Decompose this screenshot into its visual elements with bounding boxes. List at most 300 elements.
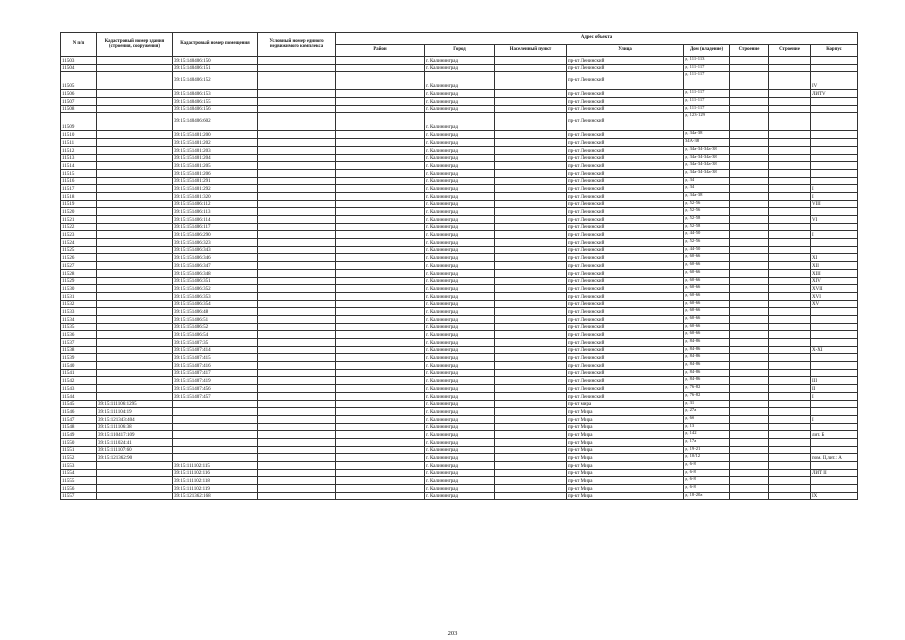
cell-structure <box>730 231 769 239</box>
cell-cad-building <box>97 131 173 139</box>
cell-korpus <box>811 485 858 493</box>
cell-street: пр-кт Мира <box>567 408 684 416</box>
cell-structure <box>730 308 769 316</box>
cell-num: 11512 <box>61 146 97 154</box>
cell-building <box>769 246 811 254</box>
cell-city: г. Калининград <box>425 177 495 185</box>
cell-structure <box>730 323 769 331</box>
table-row <box>61 292 858 300</box>
cell-cad-building <box>97 98 173 106</box>
cell-num: 11506 <box>61 90 97 98</box>
cell-district <box>336 469 425 477</box>
cell-street: пр-кт Ленинский <box>567 146 684 154</box>
cell-cad-building <box>97 113 173 131</box>
cell-cad-premises: 39:15:151406:352 <box>173 285 258 293</box>
cell-city: г. Калининград <box>425 485 495 493</box>
cell-district <box>336 492 425 500</box>
cell-building <box>769 331 811 339</box>
cell-cad-building <box>97 362 173 370</box>
cell-num: 11548 <box>61 423 97 431</box>
cell-settlement <box>495 331 567 339</box>
cell-cad-premises <box>173 454 258 462</box>
cell-korpus <box>811 423 858 431</box>
cell-building <box>769 262 811 270</box>
cell-settlement <box>495 369 567 377</box>
cell-street: пр-кт Ленинский <box>567 392 684 400</box>
cell-cad-building <box>97 154 173 162</box>
cell-building <box>769 485 811 493</box>
cell-building <box>769 72 811 90</box>
table-row <box>61 477 858 485</box>
cell-settlement <box>495 400 567 408</box>
table-row <box>61 223 858 231</box>
cell-structure <box>730 113 769 131</box>
cell-cad-premises: 39:15:140406:151 <box>173 64 258 72</box>
cell-city: г. Калининград <box>425 315 495 323</box>
cell-district <box>336 72 425 90</box>
cell-city: г. Калининград <box>425 231 495 239</box>
cell-building <box>769 492 811 500</box>
cell-num: 11545 <box>61 400 97 408</box>
cell-district <box>336 400 425 408</box>
cell-city: г. Калининград <box>425 254 495 262</box>
cell-conditional-number <box>258 415 336 423</box>
cell-num: 11531 <box>61 292 97 300</box>
cell-district <box>336 185 425 193</box>
table-row <box>61 369 858 377</box>
cell-street: пр-кт Мира <box>567 454 684 462</box>
cell-street: пр-кт Ленинский <box>567 185 684 193</box>
cell-conditional-number <box>258 331 336 339</box>
cell-street: пр-кт Ленинский <box>567 98 684 106</box>
cell-building <box>769 423 811 431</box>
cell-cad-premises: 39:15:111102:118 <box>173 477 258 485</box>
cell-street: пр-кт Ленинский <box>567 339 684 347</box>
cell-district <box>336 385 425 393</box>
cell-city: г. Калининград <box>425 469 495 477</box>
cell-num: 11511 <box>61 139 97 147</box>
cell-cad-building <box>97 331 173 339</box>
cell-korpus: ЛИТ II <box>811 469 858 477</box>
cell-num: 11516 <box>61 177 97 185</box>
cell-city: г. Калининград <box>425 72 495 90</box>
cell-street: пр-кт Ленинский <box>567 346 684 354</box>
cell-korpus <box>811 331 858 339</box>
cell-house: д. 10/12 <box>684 454 730 462</box>
cell-korpus <box>811 177 858 185</box>
cell-settlement <box>495 90 567 98</box>
cell-cad-building: 39:15:121343:404 <box>97 415 173 423</box>
cell-district <box>336 216 425 224</box>
cell-settlement <box>495 177 567 185</box>
cell-korpus: III <box>811 377 858 385</box>
cell-korpus <box>811 339 858 347</box>
header-cad-building: Кадастровый номер здания (строения, сооружения) <box>97 33 173 57</box>
cell-num: 11543 <box>61 385 97 393</box>
cell-city: г. Калининград <box>425 223 495 231</box>
header-district: Район <box>336 45 425 57</box>
cell-building <box>769 113 811 131</box>
cell-settlement <box>495 392 567 400</box>
cell-cad-premises: 39:15:151407:419 <box>173 377 258 385</box>
cell-building <box>769 208 811 216</box>
cell-structure <box>730 177 769 185</box>
cell-district <box>336 415 425 423</box>
cell-structure <box>730 200 769 208</box>
cell-house: д. 18-20а <box>684 492 730 500</box>
cell-structure <box>730 216 769 224</box>
cell-num: 11554 <box>61 469 97 477</box>
cell-building <box>769 231 811 239</box>
cell-building <box>769 438 811 446</box>
cell-korpus <box>811 169 858 177</box>
cell-house: д. 6б <box>684 415 730 423</box>
cell-cad-building <box>97 269 173 277</box>
cell-street: пр-кт Ленинский <box>567 57 684 65</box>
cell-conditional-number <box>258 454 336 462</box>
cell-cad-premises: 39:15:140406:152 <box>173 72 258 90</box>
cell-conditional-number <box>258 315 336 323</box>
cell-district <box>336 346 425 354</box>
cell-district <box>336 223 425 231</box>
cell-num: 11551 <box>61 446 97 454</box>
cell-conditional-number <box>258 362 336 370</box>
cell-structure <box>730 300 769 308</box>
cell-cad-premises: 39:15:151406:113 <box>173 208 258 216</box>
cell-building <box>769 308 811 316</box>
cell-settlement <box>495 216 567 224</box>
cell-cad-building <box>97 469 173 477</box>
cell-settlement <box>495 269 567 277</box>
cell-korpus <box>811 64 858 72</box>
cell-korpus <box>811 400 858 408</box>
cell-building <box>769 169 811 177</box>
cell-district <box>336 146 425 154</box>
cell-house: д. 60-66 <box>684 323 730 331</box>
cell-house: д. 34а-34-34а-38 <box>684 154 730 162</box>
cell-korpus <box>811 162 858 170</box>
cell-city: г. Калининград <box>425 90 495 98</box>
cell-city: г. Калининград <box>425 392 495 400</box>
cell-structure <box>730 315 769 323</box>
cell-cad-premises: 39:15:151406:54 <box>173 331 258 339</box>
cell-building <box>769 277 811 285</box>
cell-cad-building <box>97 64 173 72</box>
cell-conditional-number <box>258 400 336 408</box>
cell-num: 11541 <box>61 369 97 377</box>
cell-settlement <box>495 431 567 439</box>
cell-num: 11523 <box>61 231 97 239</box>
cell-street: пр-кт Мира <box>567 477 684 485</box>
cell-building <box>769 223 811 231</box>
cell-korpus: XV <box>811 300 858 308</box>
cell-cad-building: 39:15:111107:60 <box>97 446 173 454</box>
cell-building <box>769 162 811 170</box>
cell-cad-building <box>97 354 173 362</box>
cell-settlement <box>495 131 567 139</box>
cell-street: пр-кт Ленинский <box>567 105 684 113</box>
cell-settlement <box>495 146 567 154</box>
cell-settlement <box>495 192 567 200</box>
cell-house: д. 52-58 <box>684 216 730 224</box>
cell-house: д. 34а-34-34а-38 <box>684 162 730 170</box>
cell-conditional-number <box>258 408 336 416</box>
cell-building <box>769 185 811 193</box>
cell-settlement <box>495 308 567 316</box>
cell-conditional-number <box>258 477 336 485</box>
cell-conditional-number <box>258 469 336 477</box>
cell-korpus <box>811 323 858 331</box>
cell-city: г. Калининград <box>425 477 495 485</box>
cell-settlement <box>495 469 567 477</box>
cell-cad-premises: 39:15:140406:155 <box>173 98 258 106</box>
cell-cad-building <box>97 90 173 98</box>
cell-settlement <box>495 139 567 147</box>
cell-cad-building <box>97 392 173 400</box>
cell-cad-building <box>97 254 173 262</box>
cell-korpus <box>811 369 858 377</box>
cell-district <box>336 254 425 262</box>
cell-house: д. 60-66 <box>684 292 730 300</box>
cell-cad-premises <box>173 415 258 423</box>
table-row <box>61 438 858 446</box>
cell-cad-building <box>97 262 173 270</box>
cell-conditional-number <box>258 131 336 139</box>
cell-district <box>336 57 425 65</box>
cell-structure <box>730 208 769 216</box>
cell-cad-premises: 39:15:151401:205 <box>173 162 258 170</box>
table-row <box>61 385 858 393</box>
cell-structure <box>730 139 769 147</box>
cell-district <box>336 139 425 147</box>
cell-cad-building <box>97 323 173 331</box>
cell-house: д. 142 <box>684 431 730 439</box>
table-row <box>61 462 858 470</box>
cell-korpus: I <box>811 392 858 400</box>
cell-building <box>769 254 811 262</box>
cell-house: д. 52-56 <box>684 239 730 247</box>
header-korpus: Корпус <box>811 45 858 57</box>
cell-conditional-number <box>258 200 336 208</box>
cell-structure <box>730 169 769 177</box>
cell-house: д. 6-8 <box>684 477 730 485</box>
cell-conditional-number <box>258 377 336 385</box>
cell-cad-premises: 39:15:151406:51 <box>173 315 258 323</box>
cell-conditional-number <box>258 423 336 431</box>
cell-cad-building <box>97 315 173 323</box>
cell-num: 11538 <box>61 346 97 354</box>
cell-num: 11547 <box>61 415 97 423</box>
cell-conditional-number <box>258 285 336 293</box>
cell-cad-premises: 39:15:151406:353 <box>173 292 258 300</box>
cell-house: д. 6-8 <box>684 485 730 493</box>
table-row <box>61 469 858 477</box>
cell-settlement <box>495 262 567 270</box>
cell-korpus: ЛИТV <box>811 90 858 98</box>
cell-settlement <box>495 113 567 131</box>
cell-street: пр-кт Ленинский <box>567 385 684 393</box>
cell-building <box>769 300 811 308</box>
table-row <box>61 315 858 323</box>
cell-num: 11518 <box>61 192 97 200</box>
cell-cad-building <box>97 477 173 485</box>
cell-num: 11507 <box>61 98 97 106</box>
cell-num: 11525 <box>61 246 97 254</box>
cell-conditional-number <box>258 438 336 446</box>
cell-city: г. Калининград <box>425 400 495 408</box>
cell-street: пр-кт мира <box>567 400 684 408</box>
cell-structure <box>730 162 769 170</box>
cell-cad-premises: 39:15:151401:202 <box>173 139 258 147</box>
header-house: Дом (владение) <box>684 45 730 57</box>
cell-korpus: IV <box>811 72 858 90</box>
cell-building <box>769 98 811 106</box>
cell-building <box>769 385 811 393</box>
cell-structure <box>730 185 769 193</box>
cell-conditional-number <box>258 177 336 185</box>
cell-district <box>336 315 425 323</box>
cell-city: г. Калининград <box>425 105 495 113</box>
header-settlement: Населенный пункт <box>495 45 567 57</box>
cell-city: г. Калининград <box>425 154 495 162</box>
cell-num: 11515 <box>61 169 97 177</box>
cell-structure <box>730 431 769 439</box>
table-row <box>61 392 858 400</box>
cell-city: г. Калининград <box>425 277 495 285</box>
cell-structure <box>730 454 769 462</box>
table-row <box>61 408 858 416</box>
cell-cad-building <box>97 308 173 316</box>
cell-city: г. Калининград <box>425 431 495 439</box>
cell-conditional-number <box>258 346 336 354</box>
cell-structure <box>730 438 769 446</box>
cell-num: 11520 <box>61 208 97 216</box>
cell-building <box>769 192 811 200</box>
cell-structure <box>730 146 769 154</box>
cell-house: д. 34а-34-34а-38 <box>684 169 730 177</box>
table-row <box>61 423 858 431</box>
cell-house: д. 60-66 <box>684 331 730 339</box>
table-row <box>61 146 858 154</box>
cell-conditional-number <box>258 169 336 177</box>
cell-house: д. 60-66 <box>684 285 730 293</box>
cell-korpus <box>811 223 858 231</box>
cell-settlement <box>495 185 567 193</box>
cell-structure <box>730 462 769 470</box>
cell-house: д. 84-86 <box>684 362 730 370</box>
cell-korpus <box>811 462 858 470</box>
cell-cad-building <box>97 146 173 154</box>
cell-cad-premises: 39:15:151407:414 <box>173 346 258 354</box>
cell-city: г. Калининград <box>425 415 495 423</box>
cell-cad-premises: 39:15:151401:204 <box>173 154 258 162</box>
table-row <box>61 208 858 216</box>
cell-district <box>336 331 425 339</box>
table-row <box>61 72 858 90</box>
cell-cad-premises: 39:15:151401:203 <box>173 146 258 154</box>
cell-house: д. 34а-38 <box>684 131 730 139</box>
header-structure: Строение <box>730 45 769 57</box>
cell-street: пр-кт Мира <box>567 462 684 470</box>
cell-cad-premises: 39:15:140406:150 <box>173 57 258 65</box>
cell-structure <box>730 385 769 393</box>
cell-district <box>336 285 425 293</box>
cell-street: пр-кт Ленинский <box>567 208 684 216</box>
table-row <box>61 185 858 193</box>
cell-settlement <box>495 154 567 162</box>
cell-district <box>336 246 425 254</box>
cell-city: г. Калининград <box>425 362 495 370</box>
cell-num: 11552 <box>61 454 97 462</box>
cell-house: д. 111-117 <box>684 72 730 90</box>
cell-num: 11522 <box>61 223 97 231</box>
cell-house: д. 31 <box>684 400 730 408</box>
cell-num: 11549 <box>61 431 97 439</box>
cell-building <box>769 377 811 385</box>
cell-city: г. Калининград <box>425 369 495 377</box>
cell-building <box>769 392 811 400</box>
cell-cad-premises: 39:15:111102:115 <box>173 462 258 470</box>
cell-district <box>336 169 425 177</box>
cell-house: д. 34 <box>684 185 730 193</box>
cell-conditional-number <box>258 185 336 193</box>
cell-structure <box>730 339 769 347</box>
cell-street: пр-кт Ленинский <box>567 131 684 139</box>
cell-korpus: XVI <box>811 292 858 300</box>
cell-num: 11514 <box>61 162 97 170</box>
cell-num: 11553 <box>61 462 97 470</box>
cell-settlement <box>495 208 567 216</box>
cell-building <box>769 131 811 139</box>
cell-cad-premises: 39:15:121362:168 <box>173 492 258 500</box>
cell-cad-building <box>97 177 173 185</box>
cell-cad-premises: 39:15:151406:290 <box>173 231 258 239</box>
cell-district <box>336 208 425 216</box>
cell-num: 11528 <box>61 269 97 277</box>
cell-cad-building <box>97 300 173 308</box>
cell-city: г. Калининград <box>425 64 495 72</box>
cell-settlement <box>495 385 567 393</box>
cell-district <box>336 192 425 200</box>
cell-cad-building <box>97 72 173 90</box>
cell-house: д. 84-86 <box>684 339 730 347</box>
cell-structure <box>730 254 769 262</box>
table-row <box>61 162 858 170</box>
cell-district <box>336 392 425 400</box>
table-header <box>61 33 858 57</box>
cell-structure <box>730 262 769 270</box>
cell-street: пр-кт Ленинский <box>567 292 684 300</box>
cell-cad-premises: 39:15:151401:200 <box>173 131 258 139</box>
cell-num: 11557 <box>61 492 97 500</box>
cell-korpus: XI <box>811 254 858 262</box>
cell-city: г. Калининград <box>425 208 495 216</box>
cell-conditional-number <box>258 146 336 154</box>
cell-building <box>769 400 811 408</box>
cell-structure <box>730 408 769 416</box>
cell-korpus <box>811 105 858 113</box>
cell-building <box>769 239 811 247</box>
cell-district <box>336 362 425 370</box>
cell-cad-building <box>97 339 173 347</box>
cell-conditional-number <box>258 105 336 113</box>
cell-structure <box>730 105 769 113</box>
cell-district <box>336 377 425 385</box>
cell-settlement <box>495 362 567 370</box>
table-row <box>61 323 858 331</box>
cell-korpus: пом. II,лит.: А <box>811 454 858 462</box>
cell-house: 34А-38 <box>684 139 730 147</box>
